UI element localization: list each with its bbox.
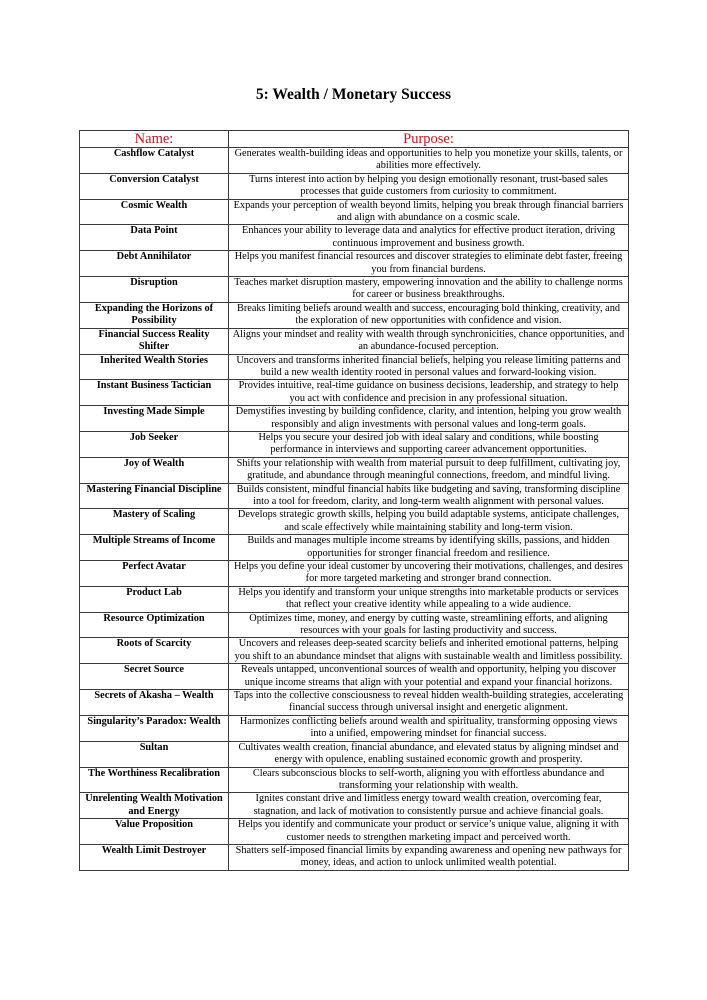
table-row bbox=[80, 173, 629, 199]
table-row bbox=[80, 793, 629, 819]
table-header-row bbox=[80, 131, 629, 148]
row-name: Multiple Streams of Income bbox=[80, 535, 229, 561]
row-purpose: Uncovers and transforms inherited financial beliefs, helping you release limiting patterns and build a new wealth identity rooted in personal values and forward-looking vision. bbox=[229, 354, 629, 380]
row-name: Wealth Limit Destroyer bbox=[80, 844, 229, 870]
row-purpose: Helps you identify and communicate your product or service’s unique value, aligning it with customer needs to strengthen marketing impact and perceived worth. bbox=[229, 819, 629, 845]
row-name: Job Seeker bbox=[80, 431, 229, 457]
row-purpose: Aligns your mindset and reality with wealth through synchronicities, chance opportunities, and an abundance-focused perception. bbox=[229, 328, 629, 354]
table-row bbox=[80, 431, 629, 457]
row-purpose: Harmonizes conflicting beliefs around wealth and spirituality, transforming opposing views into a unified, empowering mindset for financial success. bbox=[229, 715, 629, 741]
row-purpose: Uncovers and releases deep-seated scarcity beliefs and inherited emotional patterns, helping you shift to an abundance mindset that aligns with sustainable wealth and limitless possibility. bbox=[229, 638, 629, 664]
row-purpose: Teaches market disruption mastery, empowering innovation and the ability to challenge norms for career or business breakthroughs. bbox=[229, 277, 629, 303]
row-purpose: Reveals untapped, unconventional sources of wealth and opportunity, helping you discover unique income streams that align with your potential and expand your financial horizons. bbox=[229, 664, 629, 690]
row-purpose: Taps into the collective consciousness to reveal hidden wealth-building strategies, accelerating financial success through universal insight and energetic alignment. bbox=[229, 690, 629, 716]
table-row bbox=[80, 148, 629, 174]
row-name: Investing Made Simple bbox=[80, 406, 229, 432]
row-purpose: Helps you secure your desired job with ideal salary and conditions, while boosting performance in interviews and supporting career advancement opportunities. bbox=[229, 431, 629, 457]
row-purpose: Helps you identify and transform your unique strengths into marketable products or services that reflect your creative identity while appealing to a wide audience. bbox=[229, 586, 629, 612]
table-row bbox=[80, 483, 629, 509]
row-purpose: Shifts your relationship with wealth from material pursuit to deep fulfillment, cultivating joy, gratitude, and abundance through meaningful connections, freedom, and mindful living. bbox=[229, 457, 629, 483]
row-purpose: Helps you define your ideal customer by uncovering their motivations, challenges, and desires for more targeted marketing and stronger brand connection. bbox=[229, 561, 629, 587]
table-row bbox=[80, 328, 629, 354]
table-row bbox=[80, 767, 629, 793]
table-row bbox=[80, 457, 629, 483]
row-purpose: Optimizes time, money, and energy by cutting waste, streamlining efforts, and aligning resources with your goals for lasting productivity and success. bbox=[229, 612, 629, 638]
table-row bbox=[80, 715, 629, 741]
row-purpose: Expands your perception of wealth beyond limits, helping you break through financial barriers and align with abundance on a cosmic scale. bbox=[229, 199, 629, 225]
table-row bbox=[80, 406, 629, 432]
row-name: Resource Optimization bbox=[80, 612, 229, 638]
row-name: Product Lab bbox=[80, 586, 229, 612]
row-name: Instant Business Tactician bbox=[80, 380, 229, 406]
row-name: Perfect Avatar bbox=[80, 561, 229, 587]
row-name: Debt Annihilator bbox=[80, 251, 229, 277]
row-name: Cashflow Catalyst bbox=[80, 148, 229, 174]
row-purpose: Clears subconscious blocks to self-worth, aligning you with effortless abundance and transforming your relationship with wealth. bbox=[229, 767, 629, 793]
table-row bbox=[80, 612, 629, 638]
row-purpose: Demystifies investing by building confidence, clarity, and intention, helping you grow wealth responsibly and align investments with personal values and long-term goals. bbox=[229, 406, 629, 432]
table-row bbox=[80, 561, 629, 587]
row-name: Conversion Catalyst bbox=[80, 173, 229, 199]
row-name: Data Point bbox=[80, 225, 229, 251]
table-row bbox=[80, 199, 629, 225]
table-row bbox=[80, 380, 629, 406]
row-name: Disruption bbox=[80, 277, 229, 303]
table-row bbox=[80, 535, 629, 561]
page-title: 5: Wealth / Monetary Success bbox=[255, 86, 452, 103]
row-name: Joy of Wealth bbox=[80, 457, 229, 483]
column-header-name: Name: bbox=[80, 131, 229, 148]
table-row bbox=[80, 302, 629, 328]
table-row bbox=[80, 638, 629, 664]
row-name: Value Proposition bbox=[80, 819, 229, 845]
row-purpose: Generates wealth-building ideas and opportunities to help you monetize your skills, talents, or abilities more effectively. bbox=[229, 148, 629, 174]
row-name: Mastering Financial Discipline bbox=[80, 483, 229, 509]
row-purpose: Cultivates wealth creation, financial abundance, and elevated status by aligning mindset and energy with opulence, enabling sustained economic growth and prosperity. bbox=[229, 741, 629, 767]
table-row bbox=[80, 664, 629, 690]
row-purpose: Builds consistent, mindful financial habits like budgeting and saving, transforming discipline into a tool for freedom, clarity, and long-term wealth alignment with personal values. bbox=[229, 483, 629, 509]
row-purpose: Builds and manages multiple income streams by identifying skills, passions, and hidden opportunities for stronger financial freedom and resilience. bbox=[229, 535, 629, 561]
row-purpose: Shatters self-imposed financial limits by expanding awareness and opening new pathways for money, ideas, and action to unlock unlimited wealth potential. bbox=[229, 844, 629, 870]
row-purpose: Breaks limiting beliefs around wealth and success, encouraging bold thinking, creativity, and the exploration of new opportunities with confidence and vision. bbox=[229, 302, 629, 328]
table-row bbox=[80, 509, 629, 535]
wealth-programs-table bbox=[79, 130, 629, 871]
row-name: Cosmic Wealth bbox=[80, 199, 229, 225]
row-name: Mastery of Scaling bbox=[80, 509, 229, 535]
table-row bbox=[80, 819, 629, 845]
table-row bbox=[80, 741, 629, 767]
row-name: Expanding the Horizons of Possibility bbox=[80, 302, 229, 328]
row-name: Secret Source bbox=[80, 664, 229, 690]
row-name: Sultan bbox=[80, 741, 229, 767]
row-name: Inherited Wealth Stories bbox=[80, 354, 229, 380]
table-row bbox=[80, 277, 629, 303]
table-row bbox=[80, 225, 629, 251]
table-row bbox=[80, 844, 629, 870]
row-purpose: Turns interest into action by helping you design emotionally resonant, trust-based sales processes that guide customers from curiosity to commitment. bbox=[229, 173, 629, 199]
row-purpose: Enhances your ability to leverage data and analytics for effective product iteration, driving continuous improvement and business growth. bbox=[229, 225, 629, 251]
row-name: Financial Success Reality Shifter bbox=[80, 328, 229, 354]
row-name: The Worthiness Recalibration bbox=[80, 767, 229, 793]
row-purpose: Helps you manifest financial resources and discover strategies to eliminate debt faster, freeing you from financial burdens. bbox=[229, 251, 629, 277]
row-name: Roots of Scarcity bbox=[80, 638, 229, 664]
table-body bbox=[80, 148, 629, 871]
table-row bbox=[80, 690, 629, 716]
row-name: Singularity’s Paradox: Wealth bbox=[80, 715, 229, 741]
column-header-purpose: Purpose: bbox=[229, 131, 629, 148]
row-purpose: Ignites constant drive and limitless energy toward wealth creation, overcoming fear, stagnation, and lack of motivation to consistently pursue and achieve financial goals. bbox=[229, 793, 629, 819]
table-row bbox=[80, 586, 629, 612]
row-purpose: Develops strategic growth skills, helping you build adaptable systems, anticipate challenges, and scale effectively while maintaining stability and long-term vision. bbox=[229, 509, 629, 535]
table-row bbox=[80, 251, 629, 277]
row-name: Unrelenting Wealth Motivation and Energy bbox=[80, 793, 229, 819]
table-row bbox=[80, 354, 629, 380]
row-name: Secrets of Akasha – Wealth bbox=[80, 690, 229, 716]
row-purpose: Provides intuitive, real-time guidance on business decisions, leadership, and strategy to help you act with confidence and precision in any professional situation. bbox=[229, 380, 629, 406]
